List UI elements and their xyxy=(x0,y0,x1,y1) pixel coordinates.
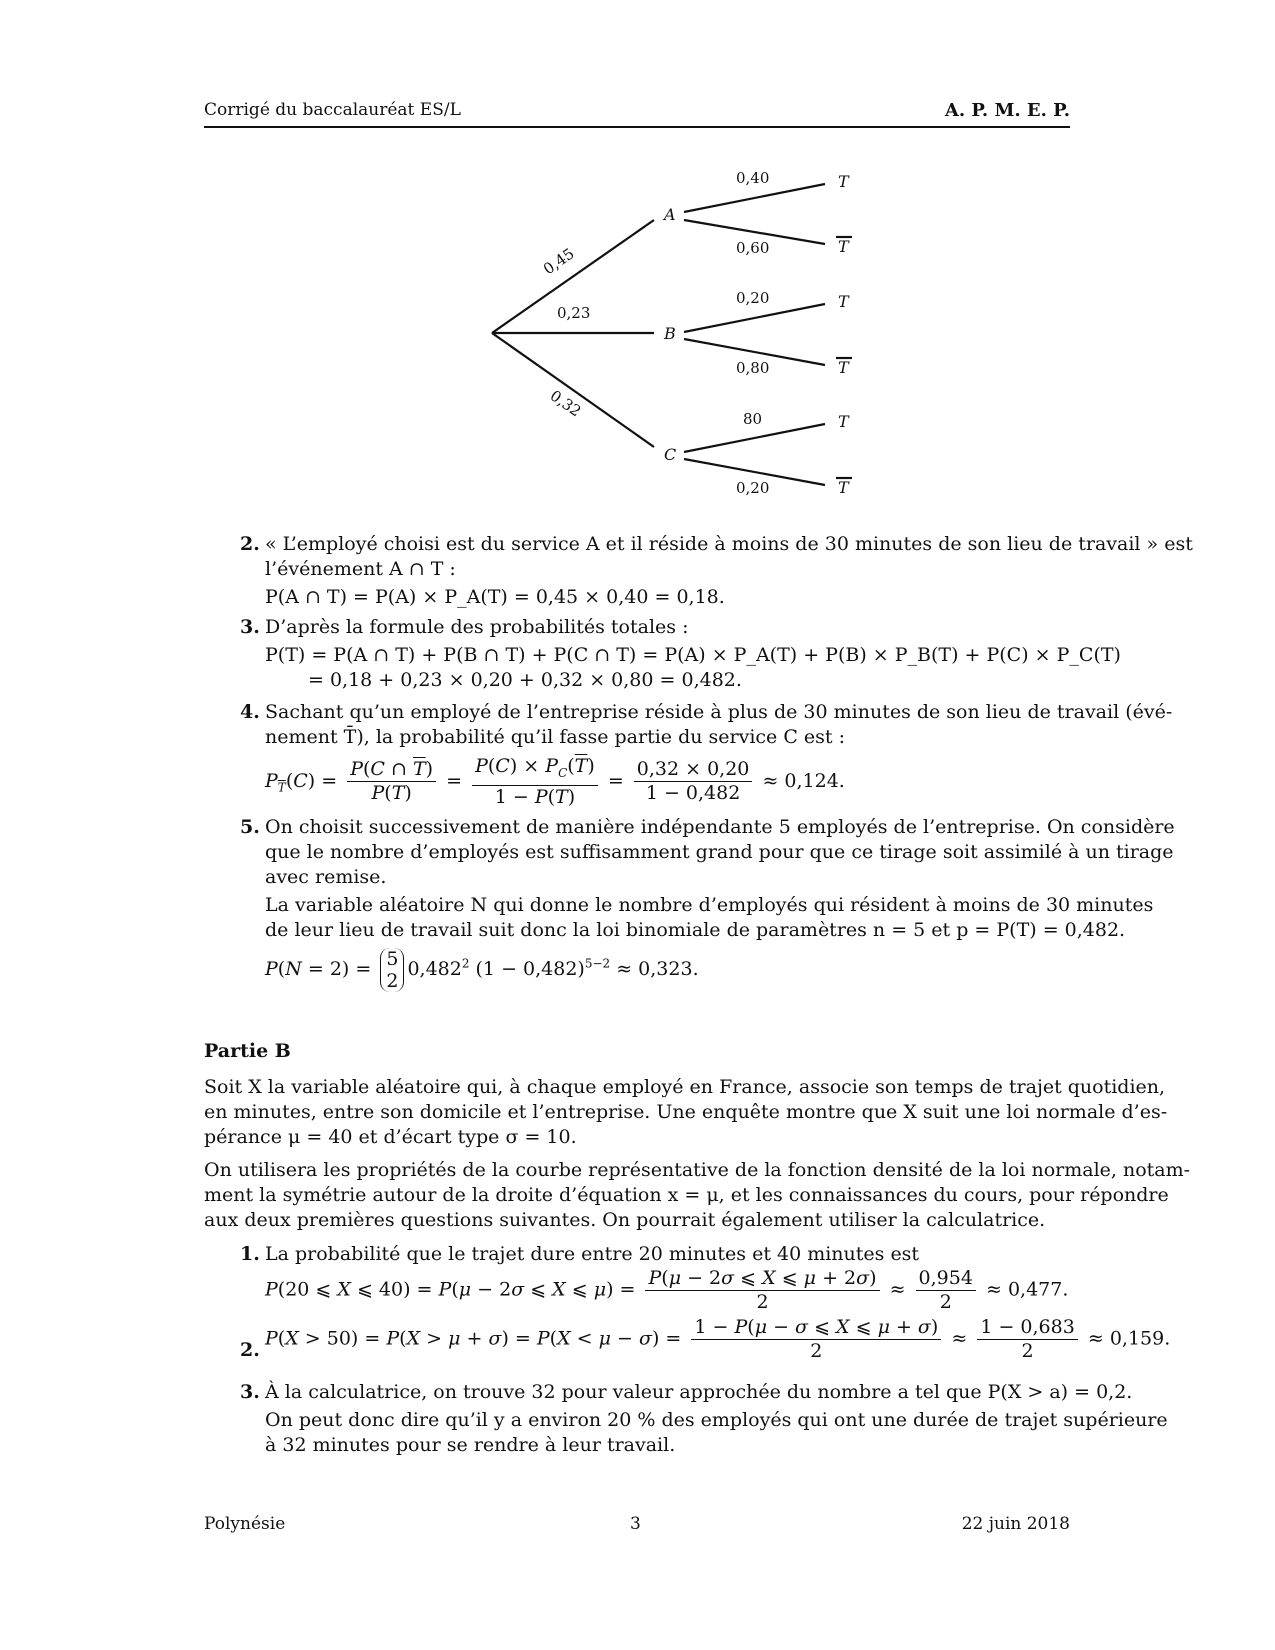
fraction: $\frac{0,32 \times 0,20}{1 - 0,482}$ xyxy=(634,758,753,805)
prob-c: 0,32 xyxy=(546,386,585,421)
q3-formula-line1: P(T) = P(A ∩ T) + P(B ∩ T) + P(C ∩ T) = P(A) × P_A(T) + P(B) × P_B(T) + P(C) × P_C(T) xyxy=(265,644,1121,666)
q5-result: ≈ 0,323. xyxy=(616,958,699,980)
fraction: $\frac{1 - P(\mu - \sigma ⩽ X ⩽ \mu + \sigma)}{2}$ xyxy=(691,1316,941,1363)
q5-line2: que le nombre d’employés est suffisamment grand pour que ce tirage soit assimilé à un tirage xyxy=(265,841,1174,863)
q2-line2: l’événement A ∩ T : xyxy=(265,558,456,580)
branch-root-c xyxy=(492,333,654,447)
partb-p2-line3: aux deux premières questions suivantes. On pourrait également utiliser la calculatrice. xyxy=(204,1209,1046,1231)
leaf-b-t: T xyxy=(838,292,849,311)
fraction: $\frac{P(C \cap \overline{T})}{P(\overline{T})}$ xyxy=(347,758,436,805)
b2-result: ≈ 0,159. xyxy=(1087,1327,1171,1350)
b1-line1: La probabilité que le trajet dure entre 20 minutes et 40 minutes est xyxy=(265,1243,920,1265)
node-b: B xyxy=(664,324,676,343)
q4-number: 4. xyxy=(240,701,260,723)
footer-left: Polynésie xyxy=(204,1514,286,1534)
b2-number: 2. xyxy=(240,1339,260,1361)
partb-p1-line1: Soit X la variable aléatoire qui, à chaque employé en France, associe son temps de trajet quotidien, xyxy=(204,1076,1166,1098)
node-c: C xyxy=(664,445,677,464)
q4-line1: Sachant qu’un employé de l’entreprise réside à plus de 30 minutes de son lieu de travail (évé- xyxy=(265,701,1173,723)
prob-b-t: 0,20 xyxy=(736,289,770,307)
page-number: 3 xyxy=(630,1514,641,1534)
fraction: $\frac{P(\mu - 2\sigma ⩽ X ⩽ \mu + 2\sigma)}{2}$ xyxy=(645,1267,879,1314)
header-left: Corrigé du baccalauréat ES/L xyxy=(204,100,461,120)
leaf-b-tbar: T xyxy=(838,358,849,377)
q5-line4: La variable aléatoire N qui donne le nombre d’employés qui résident à moins de 30 minutes xyxy=(265,894,1154,916)
branch-a-t xyxy=(684,184,825,212)
b3-line3: à 32 minutes pour se rendre à leur travail. xyxy=(265,1434,676,1456)
prob-b-tbar: 0,80 xyxy=(736,359,770,377)
footer-right: 22 juin 2018 xyxy=(961,1514,1070,1534)
branch-c-t xyxy=(684,424,825,452)
q3-line1: D’après la formule des probabilités totales : xyxy=(265,616,689,638)
branch-b-t xyxy=(684,304,825,332)
partb-p2-line1: On utilisera les propriétés de la courbe représentative de la fonction densité de la loi normale, notam- xyxy=(204,1159,1191,1181)
b3-line2: On peut donc dire qu’il y a environ 20 % des employés qui ont une durée de trajet supérieure xyxy=(265,1409,1168,1431)
b1-result: ≈ 0,477. xyxy=(985,1278,1069,1301)
prob-c-t: 80 xyxy=(743,410,763,428)
q2-formula: P(A ∩ T) = P(A) × P_A(T) = 0,45 × 0,40 = 0,18. xyxy=(265,586,725,608)
q5-line1: On choisit successivement de manière indépendante 5 employés de l’entreprise. On considère xyxy=(265,816,1175,838)
section-title: Partie B xyxy=(204,1040,291,1062)
fraction: $\frac{1 - 0,683}{2}$ xyxy=(977,1316,1077,1363)
leaf-a-tbar: T xyxy=(838,237,849,256)
q3-formula-line2: = 0,18 + 0,23 × 0,20 + 0,32 × 0,80 = 0,482. xyxy=(308,669,742,691)
q4-formula: $P_{\overline{T}}(C)$ = $\frac{P(C \cap \overline{T})}{P(\overline{T})}$ = $\frac{P(C) \times P_C(\overline{T})}{1 - P(T)}$ = $\frac{0,32 \times 0,20}{1 - 0,482}$ ≈ 0,124. xyxy=(265,755,845,808)
q4-line2: nement T̄), la probabilité qu’il fasse partie du service C est : xyxy=(265,726,845,748)
prob-c-tbar: 0,20 xyxy=(736,479,770,497)
binomial-coefficient: 5 2 xyxy=(380,948,404,992)
leaf-c-t: T xyxy=(838,412,849,431)
q5-number: 5. xyxy=(240,816,260,838)
b1-formula: P(20 ⩽ X ⩽ 40) = P(μ − 2σ ⩽ X ⩽ μ) = $\frac{P(\mu - 2\sigma ⩽ X ⩽ \mu + 2\sigma)}{2}$ ≈ $\frac{0,954}{2}$ ≈ 0,477. xyxy=(265,1267,1069,1313)
q5-line5: de leur lieu de travail suit donc la loi binomiale de paramètres n = 5 et p = P(T) = 0,482. xyxy=(265,919,1126,941)
leaf-a-t: T xyxy=(838,172,849,191)
probability-tree xyxy=(0,0,1275,520)
prob-a-tbar: 0,60 xyxy=(736,239,770,257)
partb-p2-line2: ment la symétrie autour de la droite d’équation x = μ, et les connaissances du cours, pour répondre xyxy=(204,1184,1169,1206)
partb-p1-line3: pérance μ = 40 et d’écart type σ = 10. xyxy=(204,1126,577,1148)
b1-number: 1. xyxy=(240,1243,260,1265)
b3-number: 3. xyxy=(240,1381,260,1403)
node-a: A xyxy=(664,205,676,224)
q2-number: 2. xyxy=(240,533,260,555)
partb-p1-line2: en minutes, entre son domicile et l’entreprise. Une enquête montre que X suit une loi normale d’es- xyxy=(204,1101,1168,1123)
prob-b: 0,23 xyxy=(557,304,591,322)
fraction: $\frac{0,954}{2}$ xyxy=(916,1267,976,1314)
fraction: $\frac{P(C) \times P_C(\overline{T})}{1 - P(T)}$ xyxy=(472,755,598,809)
header-right: A. P. M. E. P. xyxy=(944,100,1070,121)
b3-line1: À la calculatrice, on trouve 32 pour valeur approchée du nombre a tel que P(X > a) = 0,2. xyxy=(265,1381,1133,1403)
q5-formula: P(N = 2) = 5 2 0,482$^2$ $(1 - 0,482)^{5-2} \approx 0,323$. xyxy=(265,948,699,992)
q2-line1: « L’employé choisi est du service A et il réside à moins de 30 minutes de son lieu de travail » est xyxy=(265,533,1193,555)
prob-a: 0,45 xyxy=(539,244,578,279)
q5-line3: avec remise. xyxy=(265,866,387,888)
b2-formula: P(X > 50) = P(X > μ + σ) = P(X < μ − σ) = $\frac{1 - P(\mu - \sigma ⩽ X ⩽ \mu + \sigma)}{2}$ ≈ $\frac{1 - 0,683}{2}$ ≈ 0,159. xyxy=(265,1316,1171,1362)
prob-a-t: 0,40 xyxy=(736,169,770,187)
leaf-c-tbar: T xyxy=(838,478,849,497)
q4-result: ≈ 0,124. xyxy=(762,769,845,792)
q3-number: 3. xyxy=(240,616,260,638)
